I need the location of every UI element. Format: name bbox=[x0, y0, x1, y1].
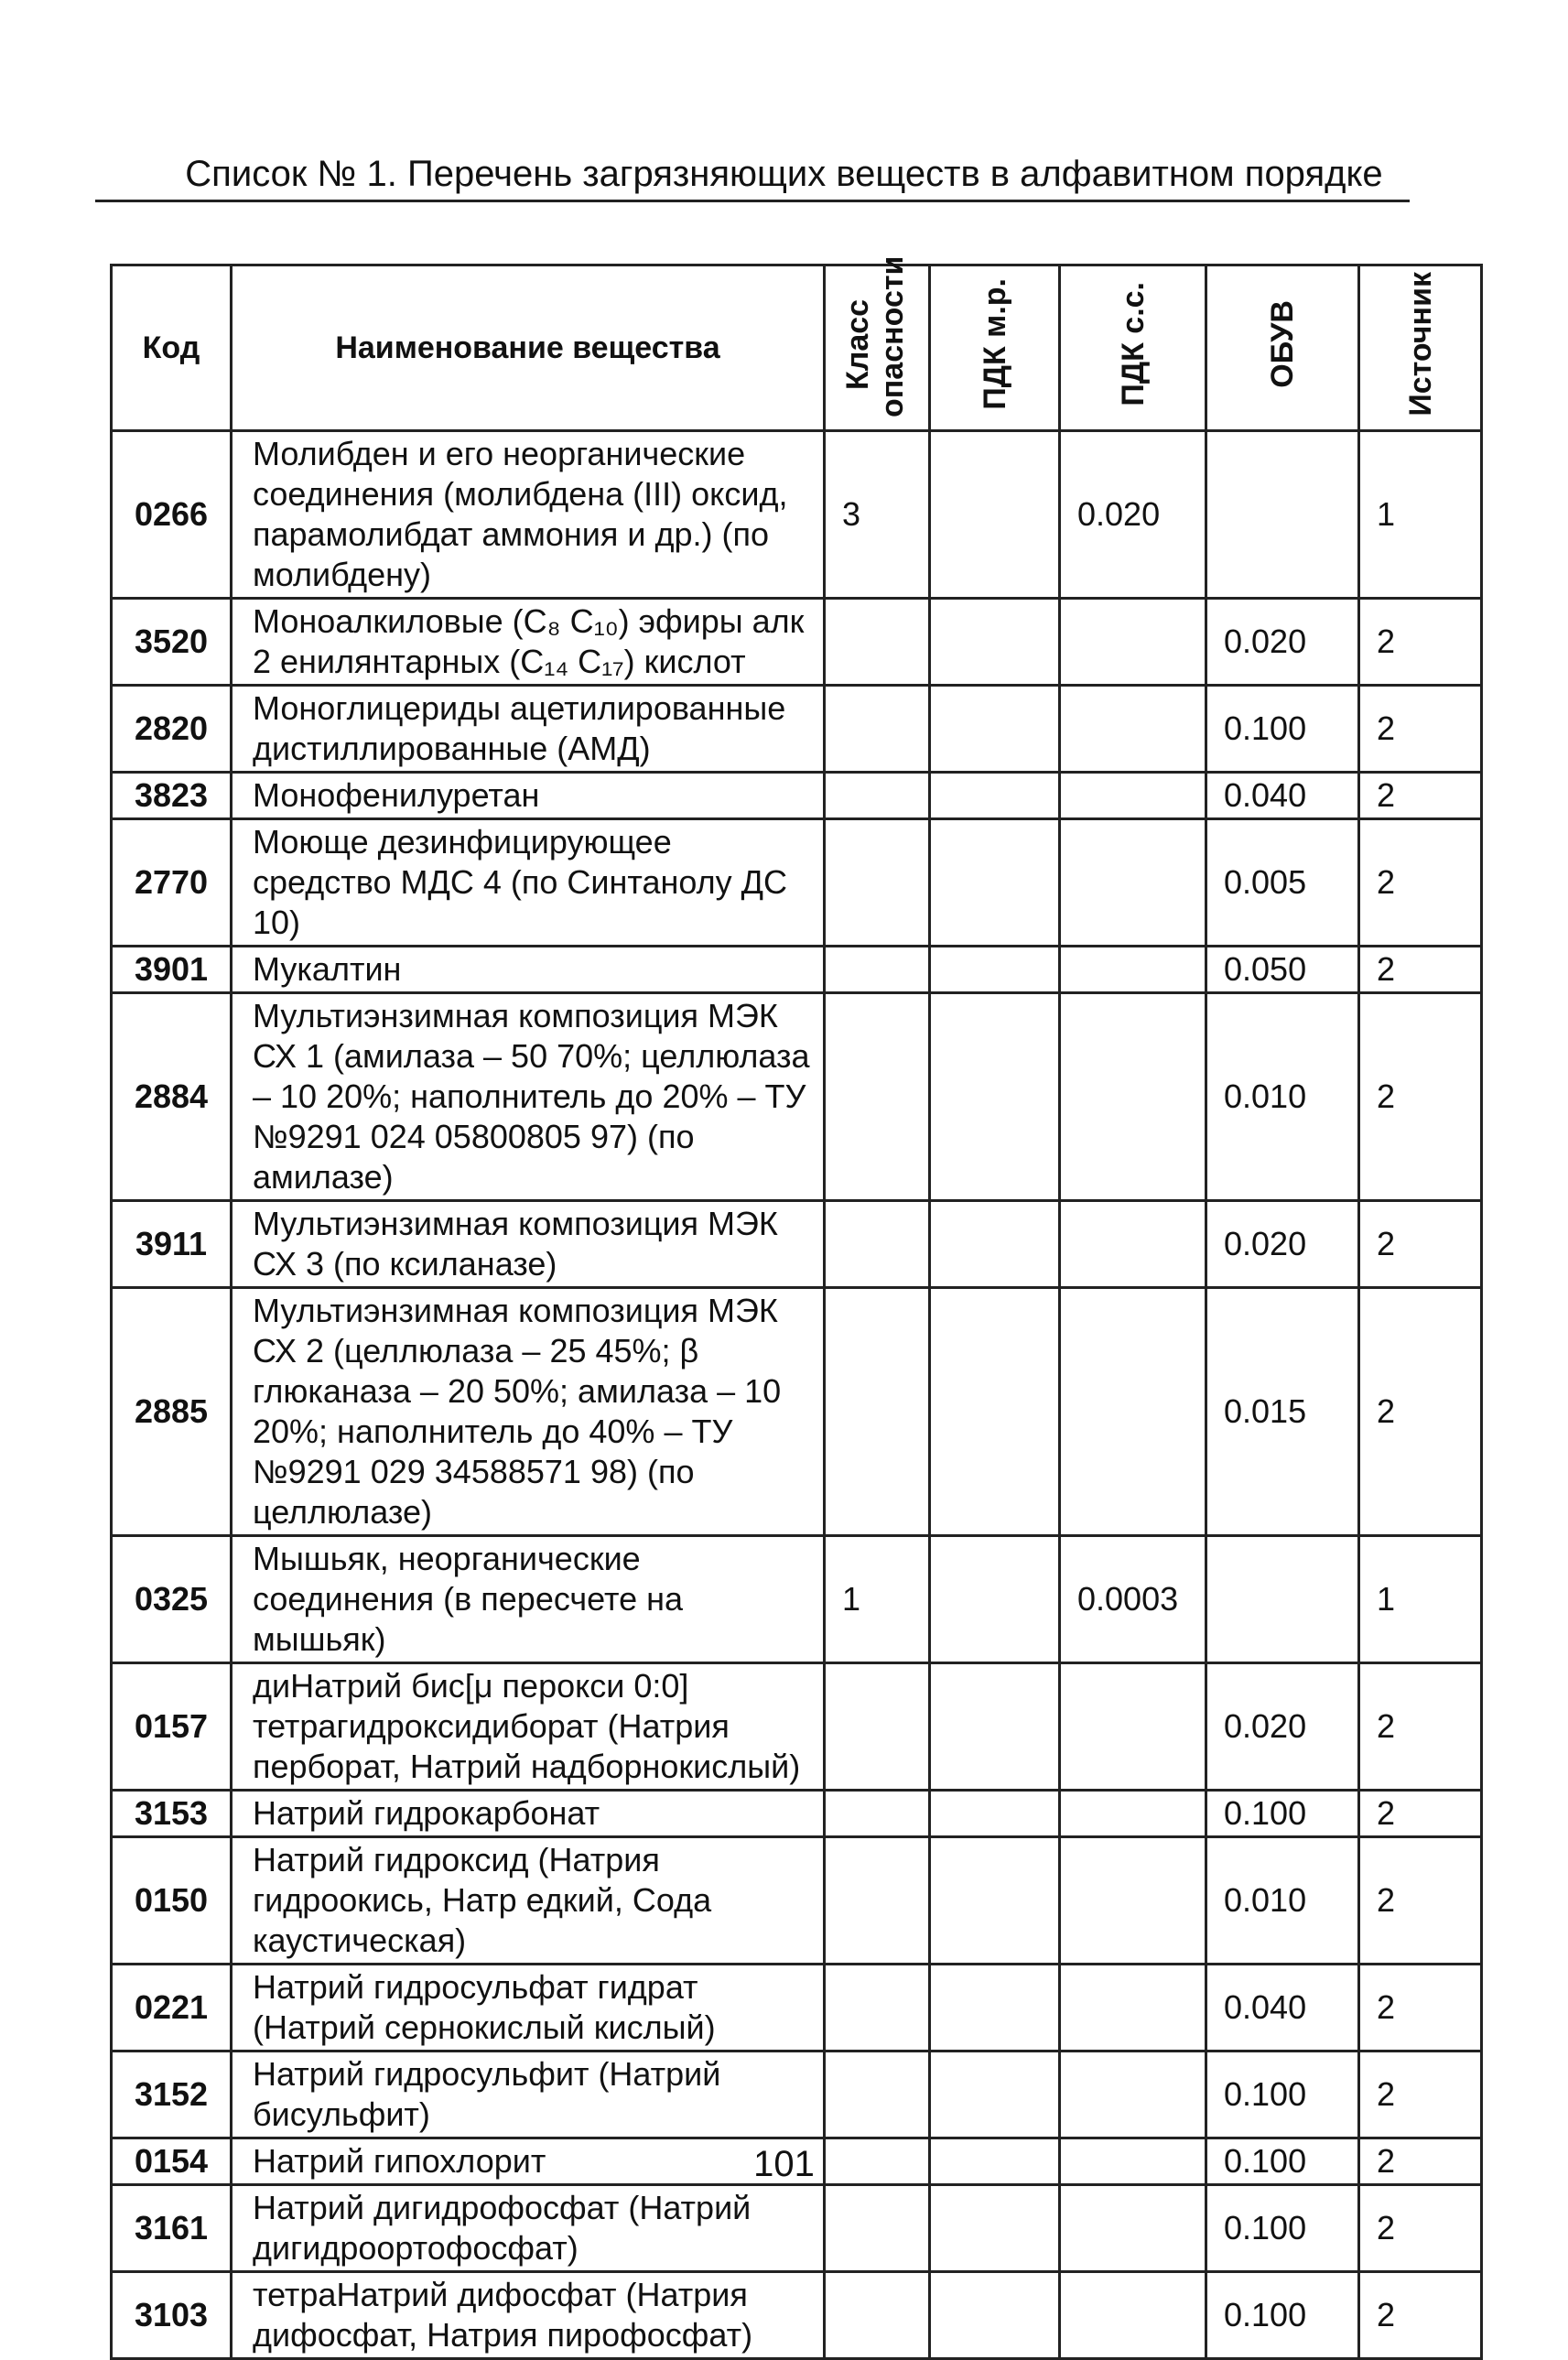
cell-obuv: 0.050 bbox=[1206, 947, 1359, 993]
header-pdk-ss: ПДК с.с. bbox=[1060, 265, 1206, 431]
page-title: Список № 1. Перечень загрязняющих веществ в алфавитном порядке bbox=[185, 154, 1383, 194]
cell-hazard-class bbox=[825, 1201, 930, 1288]
cell-pdk-mr bbox=[930, 1663, 1060, 1791]
cell-source: 2 bbox=[1359, 2185, 1482, 2272]
cell-name: диНатрий бис[μ перокси 0:0] тетрагидроксидиборат (Натрия перборат, Натрий надборнокислый) bbox=[232, 1663, 825, 1791]
cell-hazard-class bbox=[825, 819, 930, 947]
cell-obuv: 0.020 bbox=[1206, 1663, 1359, 1791]
cell-pdk-mr bbox=[930, 1965, 1060, 2051]
cell-source: 1 bbox=[1359, 1536, 1482, 1663]
cell-name: Натрий дигидрофосфат (Натрий дигидроортофосфат) bbox=[232, 2185, 825, 2272]
cell-hazard-class bbox=[825, 1288, 930, 1536]
cell-pdk-ss bbox=[1060, 1663, 1206, 1791]
cell-obuv: 0.015 bbox=[1206, 1288, 1359, 1536]
cell-source: 2 bbox=[1359, 1965, 1482, 2051]
cell-code: 2820 bbox=[112, 686, 232, 773]
cell-pdk-ss bbox=[1060, 2051, 1206, 2138]
cell-source: 1 bbox=[1359, 431, 1482, 599]
cell-source: 2 bbox=[1359, 1791, 1482, 1837]
cell-code: 0150 bbox=[112, 1837, 232, 1965]
cell-code: 0154 bbox=[112, 2138, 232, 2185]
cell-pdk-mr bbox=[930, 1536, 1060, 1663]
cell-code: 3153 bbox=[112, 1791, 232, 1837]
cell-pdk-ss bbox=[1060, 993, 1206, 1201]
cell-code: 0221 bbox=[112, 1965, 232, 2051]
table-row bbox=[112, 1201, 1482, 1288]
cell-obuv: 0.100 bbox=[1206, 2138, 1359, 2185]
cell-pdk-ss bbox=[1060, 2185, 1206, 2272]
cell-name: Натрий гидросульфит (Натрий бисульфит) bbox=[232, 2051, 825, 2138]
cell-name: Моюще дезинфицирующее средство МДС 4 (по Синтанолу ДС 10) bbox=[232, 819, 825, 947]
cell-pdk-mr bbox=[930, 431, 1060, 599]
cell-obuv: 0.100 bbox=[1206, 686, 1359, 773]
cell-obuv: 0.100 bbox=[1206, 2051, 1359, 2138]
cell-source: 2 bbox=[1359, 2138, 1482, 2185]
cell-source: 2 bbox=[1359, 2051, 1482, 2138]
cell-name: Мукалтин bbox=[232, 947, 825, 993]
table-row bbox=[112, 993, 1482, 1201]
pollutants-table bbox=[110, 255, 1483, 2360]
cell-name: Молибден и его неорганические соединения (молибдена (III) оксид, парамолибдат аммония и др.) (по молибдену) bbox=[232, 431, 825, 599]
cell-source: 2 bbox=[1359, 686, 1482, 773]
cell-code: 3152 bbox=[112, 2051, 232, 2138]
cell-source: 2 bbox=[1359, 773, 1482, 819]
cell-pdk-mr bbox=[930, 686, 1060, 773]
cell-code: 3103 bbox=[112, 2272, 232, 2359]
cell-name: Натрий гипохлорит bbox=[232, 2138, 825, 2185]
table-row bbox=[112, 2185, 1482, 2272]
cell-name: Натрий гидроксид (Натрия гидроокись, Натр едкий, Сода каустическая) bbox=[232, 1837, 825, 1965]
cell-code: 2770 bbox=[112, 819, 232, 947]
cell-name: Мышьяк, неорганические соединения (в пересчете на мышьяк) bbox=[232, 1536, 825, 1663]
cell-code: 2885 bbox=[112, 1288, 232, 1536]
cell-obuv bbox=[1206, 1536, 1359, 1663]
cell-obuv: 0.010 bbox=[1206, 993, 1359, 1201]
cell-obuv: 0.010 bbox=[1206, 1837, 1359, 1965]
table-row bbox=[112, 1965, 1482, 2051]
cell-hazard-class: 3 bbox=[825, 431, 930, 599]
table-row bbox=[112, 599, 1482, 686]
cell-hazard-class bbox=[825, 993, 930, 1201]
cell-hazard-class bbox=[825, 1663, 930, 1791]
page-number: 101 bbox=[753, 2144, 815, 2184]
cell-hazard-class bbox=[825, 1791, 930, 1837]
cell-obuv: 0.020 bbox=[1206, 1201, 1359, 1288]
cell-name: Монофенилуретан bbox=[232, 773, 825, 819]
cell-pdk-mr bbox=[930, 819, 1060, 947]
cell-pdk-mr bbox=[930, 2272, 1060, 2359]
cell-name: Натрий гидросульфат гидрат (Натрий сернокислый кислый) bbox=[232, 1965, 825, 2051]
title-rule bbox=[95, 200, 1410, 202]
cell-pdk-ss bbox=[1060, 686, 1206, 773]
cell-hazard-class bbox=[825, 1965, 930, 2051]
cell-name: тетраНатрий дифосфат (Натрия дифосфат, Натрия пирофосфат) bbox=[232, 2272, 825, 2359]
cell-pdk-ss bbox=[1060, 947, 1206, 993]
header-obuv: ОБУВ bbox=[1206, 265, 1359, 431]
cell-name: Моноалкиловые (C₈ C₁₀) эфиры алк 2 енилянтарных (C₁₄ C₁₇) кислот bbox=[232, 599, 825, 686]
cell-code: 3520 bbox=[112, 599, 232, 686]
cell-code: 0325 bbox=[112, 1536, 232, 1663]
cell-pdk-ss: 0.0003 bbox=[1060, 1536, 1206, 1663]
header-hazard-class: Класс опасности bbox=[825, 265, 930, 431]
cell-pdk-mr bbox=[930, 2185, 1060, 2272]
cell-name: Мультиэнзимная композиция МЭК СХ 2 (целлюлаза – 25 45%; β глюканаза – 20 50%; амилаза – 10 20%; наполнитель до 40% – ТУ №9291 029 34588571 98) (по целлюлазе) bbox=[232, 1288, 825, 1536]
cell-pdk-ss bbox=[1060, 773, 1206, 819]
cell-hazard-class bbox=[825, 773, 930, 819]
cell-pdk-ss bbox=[1060, 599, 1206, 686]
cell-pdk-mr bbox=[930, 773, 1060, 819]
cell-obuv bbox=[1206, 431, 1359, 599]
header-pdk-mr: ПДК м.р. bbox=[930, 265, 1060, 431]
cell-pdk-ss bbox=[1060, 1288, 1206, 1536]
cell-pdk-ss bbox=[1060, 1965, 1206, 2051]
cell-source: 2 bbox=[1359, 819, 1482, 947]
cell-obuv: 0.005 bbox=[1206, 819, 1359, 947]
cell-source: 2 bbox=[1359, 1288, 1482, 1536]
cell-hazard-class bbox=[825, 599, 930, 686]
cell-obuv: 0.100 bbox=[1206, 2185, 1359, 2272]
cell-code: 3823 bbox=[112, 773, 232, 819]
table-row bbox=[112, 2051, 1482, 2138]
cell-pdk-mr bbox=[930, 1288, 1060, 1536]
cell-obuv: 0.040 bbox=[1206, 773, 1359, 819]
cell-obuv: 0.100 bbox=[1206, 2272, 1359, 2359]
cell-source: 2 bbox=[1359, 947, 1482, 993]
cell-source: 2 bbox=[1359, 1201, 1482, 1288]
cell-source: 2 bbox=[1359, 2272, 1482, 2359]
header-source: Источник bbox=[1359, 265, 1482, 431]
cell-pdk-ss: 0.020 bbox=[1060, 431, 1206, 599]
table-row bbox=[112, 431, 1482, 599]
cell-source: 2 bbox=[1359, 993, 1482, 1201]
cell-code: 0266 bbox=[112, 431, 232, 599]
table-header-row bbox=[112, 265, 1482, 431]
cell-pdk-mr bbox=[930, 1837, 1060, 1965]
cell-pdk-mr bbox=[930, 2051, 1060, 2138]
cell-pdk-mr bbox=[930, 1201, 1060, 1288]
cell-source: 2 bbox=[1359, 1663, 1482, 1791]
cell-name: Мультиэнзимная композиция МЭК СХ 1 (амилаза – 50 70%; целлюлаза – 10 20%; наполнитель до 20% – ТУ №9291 024 05800805 97) (по амилазе) bbox=[232, 993, 825, 1201]
cell-name: Моноглицериды ацетилированные дистиллированные (АМД) bbox=[232, 686, 825, 773]
cell-code: 3911 bbox=[112, 1201, 232, 1288]
cell-pdk-ss bbox=[1060, 819, 1206, 947]
table-row bbox=[112, 773, 1482, 819]
cell-obuv: 0.020 bbox=[1206, 599, 1359, 686]
cell-hazard-class bbox=[825, 686, 930, 773]
table-body bbox=[112, 431, 1482, 2359]
cell-pdk-ss bbox=[1060, 1201, 1206, 1288]
cell-pdk-ss bbox=[1060, 1791, 1206, 1837]
cell-source: 2 bbox=[1359, 1837, 1482, 1965]
cell-obuv: 0.100 bbox=[1206, 1791, 1359, 1837]
cell-code: 3161 bbox=[112, 2185, 232, 2272]
cell-hazard-class bbox=[825, 1837, 930, 1965]
cell-hazard-class bbox=[825, 2185, 930, 2272]
cell-hazard-class bbox=[825, 2051, 930, 2138]
table-row bbox=[112, 819, 1482, 947]
cell-hazard-class: 1 bbox=[825, 1536, 930, 1663]
table-row bbox=[112, 1536, 1482, 1663]
table-row bbox=[112, 947, 1482, 993]
cell-obuv: 0.040 bbox=[1206, 1965, 1359, 2051]
cell-pdk-mr bbox=[930, 599, 1060, 686]
cell-code: 2884 bbox=[112, 993, 232, 1201]
cell-source: 2 bbox=[1359, 599, 1482, 686]
cell-name: Натрий гидрокарбонат bbox=[232, 1791, 825, 1837]
cell-pdk-ss bbox=[1060, 2272, 1206, 2359]
cell-code: 0157 bbox=[112, 1663, 232, 1791]
cell-hazard-class bbox=[825, 947, 930, 993]
table-row bbox=[112, 1288, 1482, 1536]
table-row bbox=[112, 1791, 1482, 1837]
table-row bbox=[112, 1663, 1482, 1791]
header-name: Наименование вещества bbox=[232, 265, 825, 431]
cell-pdk-mr bbox=[930, 947, 1060, 993]
table-row bbox=[112, 1837, 1482, 1965]
cell-pdk-mr bbox=[930, 1791, 1060, 1837]
cell-hazard-class bbox=[825, 2272, 930, 2359]
cell-name: Мультиэнзимная композиция МЭК СХ 3 (по ксиланазе) bbox=[232, 1201, 825, 1288]
cell-code: 3901 bbox=[112, 947, 232, 993]
table-row bbox=[112, 2272, 1482, 2359]
cell-pdk-ss bbox=[1060, 1837, 1206, 1965]
table-row bbox=[112, 686, 1482, 773]
cell-pdk-mr bbox=[930, 993, 1060, 1201]
header-code: Код bbox=[112, 265, 232, 431]
